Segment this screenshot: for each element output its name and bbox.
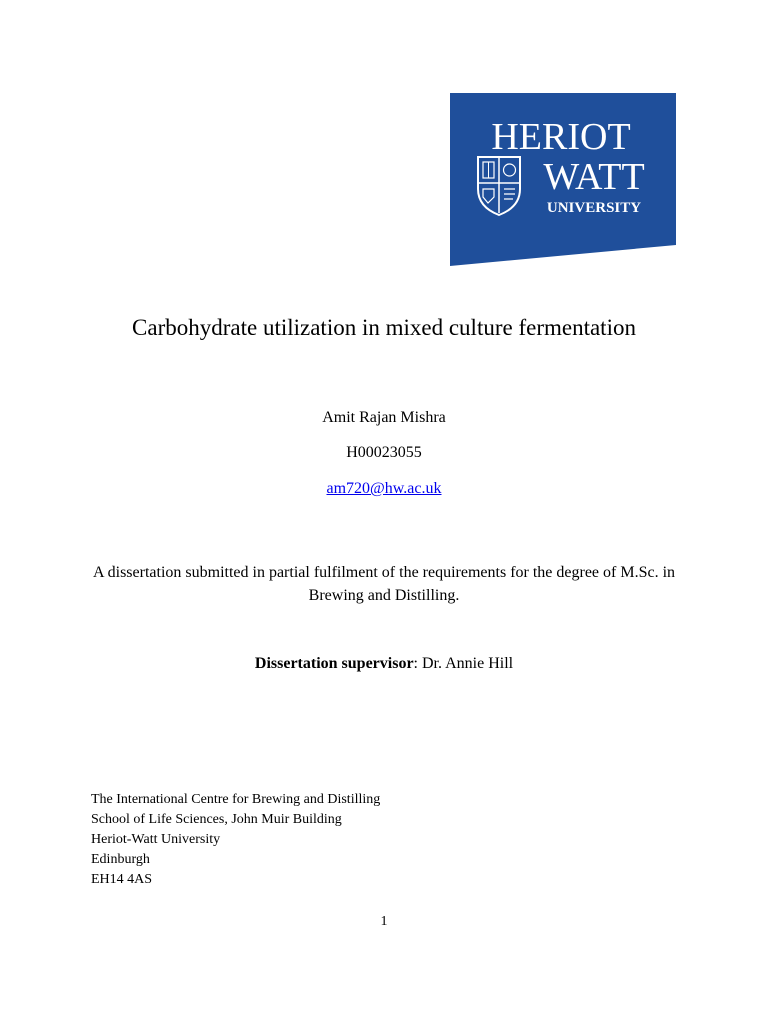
logo-text-watt: WATT [543, 156, 645, 198]
university-logo [450, 93, 676, 266]
address-line-university: Heriot-Watt University [91, 832, 221, 847]
supervisor-name: Dr. Annie Hill [422, 655, 514, 672]
supervisor-separator: : [413, 655, 422, 672]
address-line-institute: The International Centre for Brewing and Distilling [91, 792, 381, 807]
university-logo-graphic [450, 93, 676, 266]
logo-text-heriot: HERIOT [491, 116, 631, 158]
document-title: Carbohydrate utilization in mixed culture fermentation [132, 315, 636, 340]
address-block [91, 790, 380, 890]
submission-statement: A dissertation submitted in partial fulfilment of the requirements for the degree of M.Sc. in Brewing and Distilling. [92, 564, 676, 604]
student-id: H00023055 [346, 444, 422, 461]
address-line-postcode: EH14 4AS [91, 872, 153, 887]
email-line [0, 479, 768, 499]
address-line-school: School of Life Sciences, John Muir Building [91, 812, 342, 827]
supervisor-label: Dissertation supervisor [254, 655, 414, 672]
supervisor-line [0, 654, 768, 674]
logo-text-university: UNIVERSITY [546, 200, 642, 216]
page-number: 1 [380, 914, 388, 929]
address-line-city: Edinburgh [91, 852, 150, 867]
email-link[interactable]: am720@hw.ac.uk [326, 480, 442, 497]
author-name: Amit Rajan Mishra [322, 409, 446, 426]
